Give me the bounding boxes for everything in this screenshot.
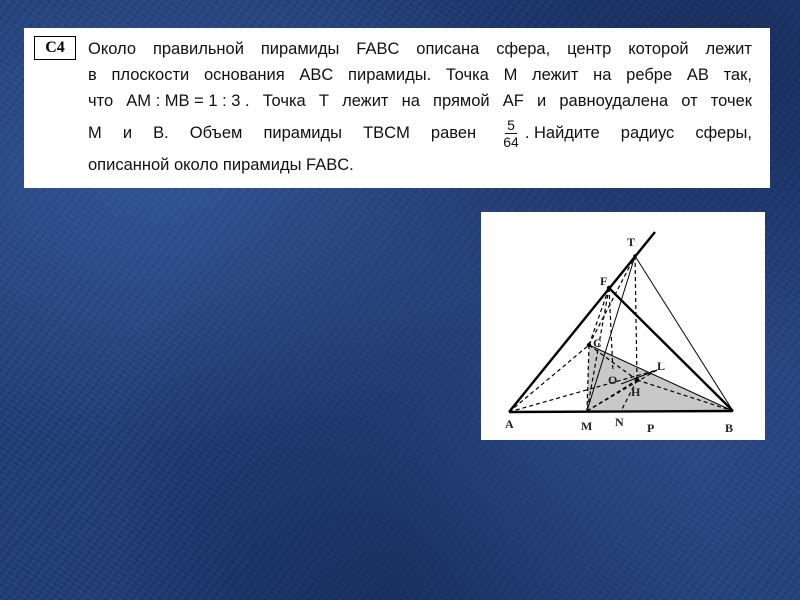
problem-word: AB	[686, 66, 709, 84]
problem-word: описана	[416, 40, 480, 58]
problem-line-5	[88, 152, 752, 178]
problem-word: правильной	[152, 40, 244, 58]
volume-fraction-group	[497, 114, 599, 152]
problem-word: так,	[723, 66, 752, 84]
label-F: F	[600, 274, 608, 288]
point-H	[635, 378, 639, 382]
problem-word: ребре	[626, 66, 673, 84]
problem-word: равноудалена	[559, 92, 669, 110]
task-number-badge: C4	[34, 36, 76, 60]
edge-A-B	[509, 411, 733, 412]
label-B: B	[725, 421, 734, 435]
problem-word: лежит	[532, 66, 579, 84]
point-T	[633, 254, 637, 258]
problem-word: радиус	[620, 124, 675, 142]
problem-word: Объем	[189, 124, 243, 142]
label-M: M	[581, 419, 593, 433]
problem-word: T	[318, 92, 329, 110]
dash-A-C	[509, 345, 589, 412]
fraction-denominator: 64	[503, 133, 519, 150]
problem-word: пирамиды	[263, 124, 343, 142]
point-C	[587, 343, 591, 347]
volume-fraction	[501, 117, 521, 150]
problem-word: Точка	[445, 66, 489, 84]
pyramid-diagram	[481, 212, 765, 440]
problem-word: AF	[502, 92, 524, 110]
point-F	[607, 286, 611, 290]
problem-word: лежит	[705, 40, 752, 58]
label-L: L	[657, 359, 666, 373]
problem-word: TBCM	[363, 124, 410, 142]
label-T: T	[627, 235, 636, 249]
dash-T-H	[635, 256, 637, 380]
problem-line-1	[88, 36, 752, 62]
problem-word: которой	[628, 40, 689, 58]
problem-word: на	[401, 92, 420, 110]
label-P: P	[647, 421, 655, 435]
label-N: N	[615, 415, 624, 429]
fraction-numerator: 5	[507, 116, 515, 133]
problem-word: от	[681, 92, 698, 110]
problem-word: и	[122, 124, 133, 142]
problem-line-3	[88, 88, 752, 114]
problem-word: пирамиды.	[348, 66, 432, 84]
problem-word: пирамиды	[260, 40, 340, 58]
problem-word: плоскости	[111, 66, 190, 84]
geometry-figure	[481, 212, 765, 440]
problem-word: ABC	[299, 66, 334, 84]
problem-word: B.	[153, 124, 169, 142]
problem-word: FABC	[356, 40, 400, 58]
problem-word: точек	[710, 92, 752, 110]
problem-word: на	[593, 66, 612, 84]
problem-word: равен	[430, 124, 477, 142]
label-C: C	[593, 336, 602, 350]
problem-line-2	[88, 62, 752, 88]
problem-word: M	[88, 124, 102, 142]
problem-word: сфера,	[496, 40, 551, 58]
problem-word: M	[503, 66, 518, 84]
problem-word: в	[88, 66, 97, 84]
problem-word: AM : MB = 1 : 3 .	[126, 92, 250, 110]
problem-word: основания	[203, 66, 285, 84]
problem-word: прямой	[433, 92, 490, 110]
problem-word: и	[537, 92, 547, 110]
label-O: O	[608, 373, 618, 387]
problem-text	[88, 36, 752, 178]
problem-line-4	[88, 114, 752, 152]
problem-word: Около	[88, 40, 137, 58]
problem-word: лежит	[342, 92, 389, 110]
problem-line-5-text: описанной около пирамиды FABC.	[88, 156, 354, 174]
problem-word: Точка	[262, 92, 306, 110]
problem-word: сферы,	[695, 124, 752, 142]
problem-word: что	[88, 92, 114, 110]
label-A: A	[505, 417, 514, 431]
problem-word: . Найдите	[524, 124, 600, 142]
label-H: H	[631, 385, 641, 399]
problem-word: центр	[567, 40, 612, 58]
problem-statement-card	[24, 28, 770, 188]
